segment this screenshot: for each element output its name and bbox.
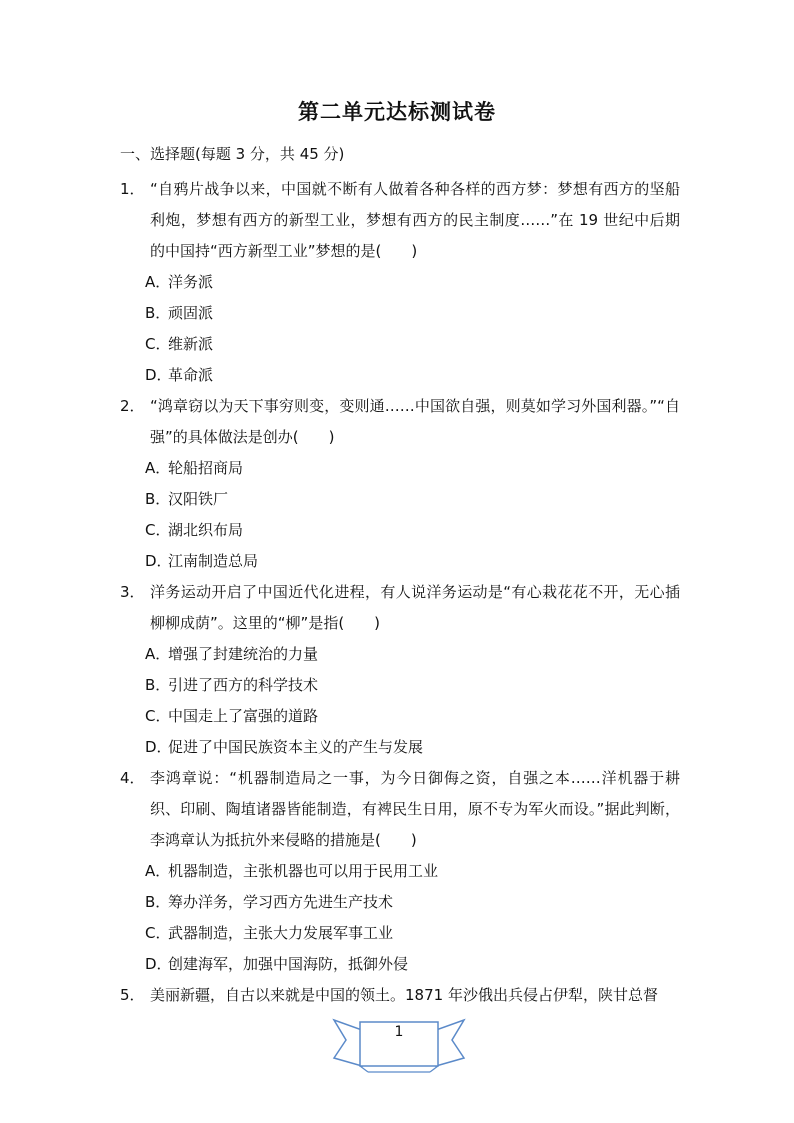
option-c	[120, 918, 680, 949]
option-letter: D．	[145, 366, 172, 384]
option-text: 促进了中国民族资本主义的产生与发展	[168, 738, 424, 756]
option-text: 湖北织布局	[168, 521, 244, 539]
option-text: 筹办洋务，学习西方先进生产技术	[168, 893, 394, 911]
question-4	[120, 763, 680, 980]
ribbon-fold-right	[430, 1066, 438, 1072]
question-list	[120, 174, 680, 1011]
option-text: 汉阳铁厂	[168, 490, 229, 508]
option-text: 增强了封建统治的力量	[168, 645, 319, 663]
question-3	[120, 577, 680, 763]
option-c	[120, 329, 680, 360]
option-b	[120, 484, 680, 515]
question-number: 5．	[120, 986, 145, 1004]
question-text: 洋务运动开启了中国近代化进程，有人说洋务运动是“有心栽花花不开，无心插柳柳成荫”。这里的“柳”是指( )	[150, 583, 680, 632]
question-2	[120, 391, 680, 577]
option-letter: A．	[145, 645, 171, 663]
option-d	[120, 949, 680, 980]
option-text: 洋务派	[168, 273, 214, 291]
option-text: 机器制造，主张机器也可以用于民用工业	[168, 862, 439, 880]
option-text: 引进了西方的科学技术	[168, 676, 319, 694]
question-stem	[120, 577, 680, 639]
option-text: 轮船招商局	[168, 459, 244, 477]
option-text: 顽固派	[168, 304, 214, 322]
ribbon-fold-left	[360, 1066, 368, 1072]
option-c	[120, 515, 680, 546]
option-letter: D．	[145, 955, 172, 973]
question-stem	[120, 980, 680, 1011]
option-list	[120, 639, 680, 763]
section-heading: 一、选择题(每题 3 分，共 45 分)	[120, 145, 345, 163]
option-d	[120, 360, 680, 391]
page-number-banner	[332, 1012, 466, 1078]
option-letter: A．	[145, 459, 171, 477]
question-number: 3．	[120, 583, 145, 601]
option-text: 江南制造总局	[168, 552, 259, 570]
option-letter: C．	[145, 707, 171, 725]
option-letter: C．	[145, 924, 171, 942]
option-text: 中国走上了富强的道路	[168, 707, 319, 725]
option-b	[120, 887, 680, 918]
question-number: 1．	[120, 180, 145, 198]
option-letter: D．	[145, 738, 172, 756]
option-a	[120, 267, 680, 298]
option-d	[120, 546, 680, 577]
option-c	[120, 701, 680, 732]
option-a	[120, 639, 680, 670]
option-b	[120, 298, 680, 329]
option-letter: C．	[145, 521, 171, 539]
page-number: 1	[394, 1024, 404, 1040]
option-text: 创建海军，加强中国海防，抵御外侵	[168, 955, 409, 973]
question-text: “鸿章窃以为天下事穷则变，变则通……中国欲自强，则莫如学习外国利器。”“自强”的具体做法是创办( )	[150, 397, 680, 446]
option-a	[120, 453, 680, 484]
option-letter: B．	[145, 490, 171, 508]
option-text: 武器制造，主张大力发展军事工业	[168, 924, 394, 942]
option-list	[120, 453, 680, 577]
option-text: 维新派	[168, 335, 214, 353]
page-title: 第二单元达标测试卷	[298, 100, 496, 124]
option-text: 革命派	[168, 366, 214, 384]
option-letter: A．	[145, 273, 171, 291]
question-stem	[120, 391, 680, 453]
question-text: 李鸿章说：“机器制造局之一事，为今日御侮之资，自强之本……洋机器于耕织、印刷、陶埴诸器皆能制造，有裨民生日用，原不专为军火而设。”据此判断，李鸿章认为抵抗外来侵略的措施是( )	[150, 769, 680, 849]
question-text: 美丽新疆，自古以来就是中国的领土。1871 年沙俄出兵侵占伊犁，陕甘总督	[150, 986, 658, 1004]
question-text: “自鸦片战争以来，中国就不断有人做着各种各样的西方梦：梦想有西方的坚船利炮，梦想有西方的新型工业，梦想有西方的民主制度……”在 19 世纪中后期的中国持“西方新型工业”梦想的是( )	[150, 180, 680, 260]
option-d	[120, 732, 680, 763]
option-letter: A．	[145, 862, 171, 880]
option-list	[120, 856, 680, 980]
question-number: 4．	[120, 769, 145, 787]
option-letter: B．	[145, 304, 171, 322]
option-letter: B．	[145, 893, 171, 911]
question-1	[120, 174, 680, 391]
option-a	[120, 856, 680, 887]
option-letter: C．	[145, 335, 171, 353]
question-stem	[120, 763, 680, 856]
question-number: 2．	[120, 397, 145, 415]
option-b	[120, 670, 680, 701]
question-stem	[120, 174, 680, 267]
option-list	[120, 267, 680, 391]
question-5	[120, 980, 680, 1011]
option-letter: D．	[145, 552, 172, 570]
option-letter: B．	[145, 676, 171, 694]
